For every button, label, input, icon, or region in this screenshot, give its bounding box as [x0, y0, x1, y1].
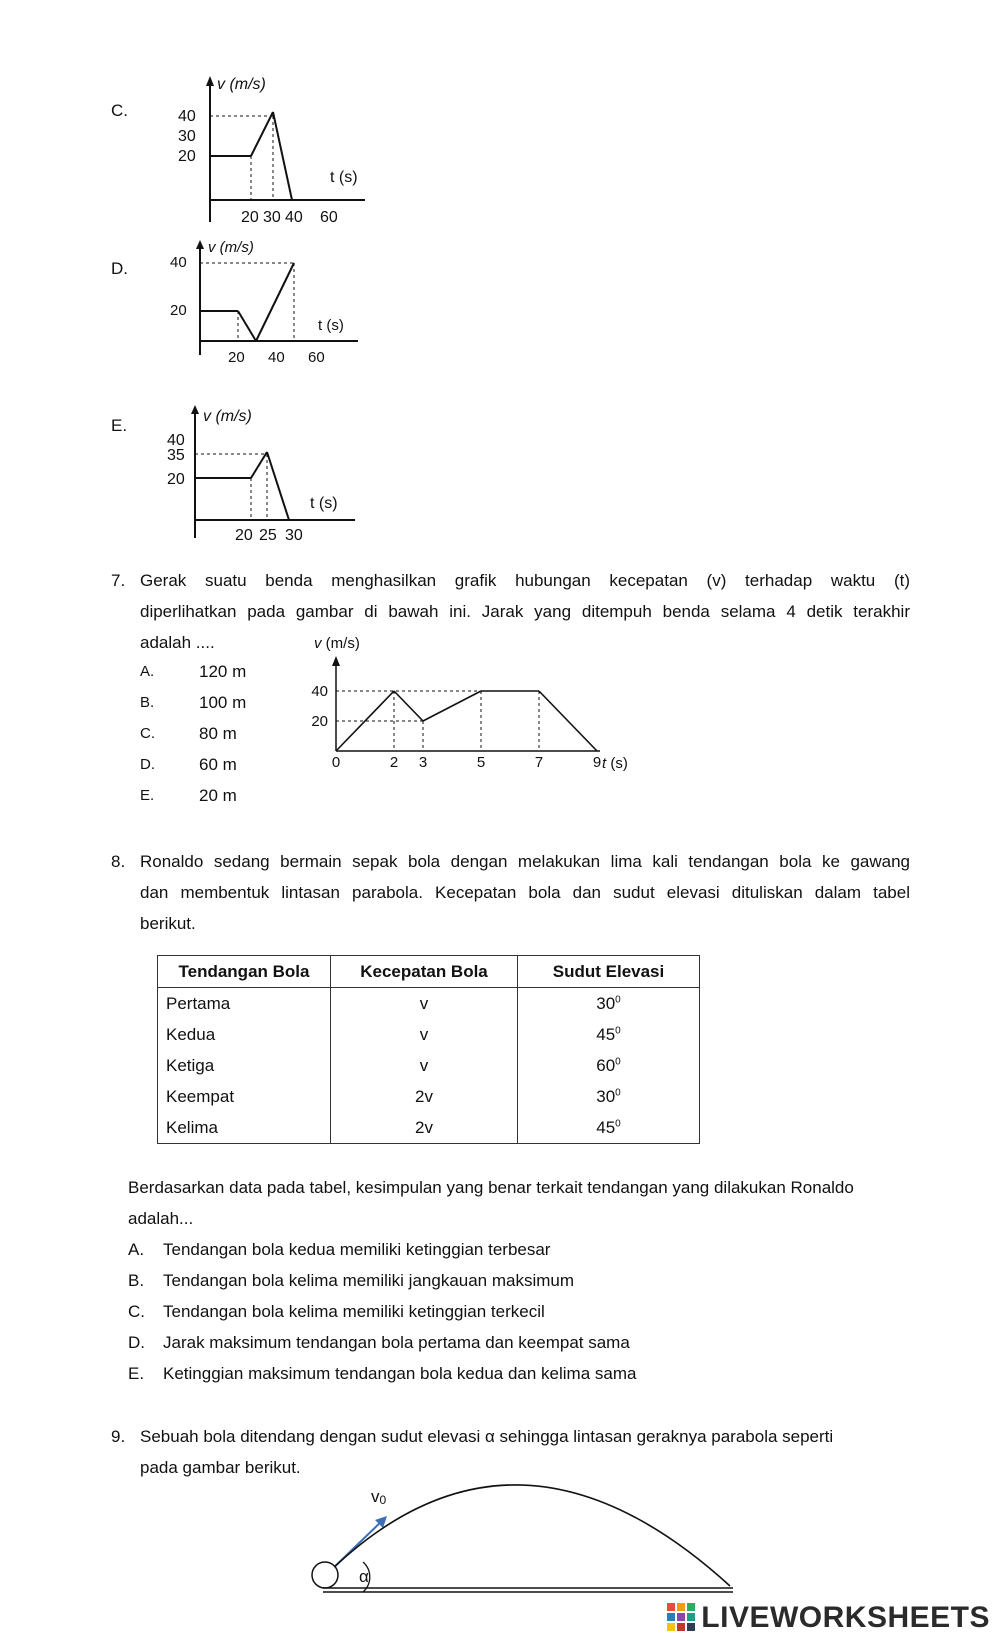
y-tick: 30 — [178, 128, 196, 145]
q8-option-letter: D. — [128, 1333, 145, 1352]
y-axis-label: v (m/s) — [217, 76, 266, 93]
q7-option-letter: E. — [140, 787, 155, 804]
angle-value: 30 — [596, 1086, 616, 1106]
table-cell-kick: Kedua — [158, 1019, 331, 1050]
ball — [312, 1562, 338, 1588]
q8-option-letter: E. — [128, 1364, 145, 1383]
x-tick: 60 — [308, 349, 325, 366]
y-tick: 35 — [167, 447, 185, 464]
y-axis-arrow — [191, 405, 199, 414]
x-tick: 60 — [320, 209, 338, 226]
q7-option-letter: B. — [140, 694, 155, 711]
table-cell-kick: Ketiga — [158, 1050, 331, 1081]
table-cell-kick: Kelima — [158, 1112, 331, 1144]
q8-text-line2: dan membentuk lintasan parabola. Kecepatan bola dan sudut elevasi dituliskan dalam tabel — [140, 883, 910, 902]
liveworksheets-logo-icon — [667, 1603, 695, 1633]
q7-x-axis-label-unit: (s) — [606, 755, 628, 772]
graph-line — [251, 452, 267, 478]
q8-text-line3: berikut. — [140, 914, 196, 933]
table-cell-angle — [518, 1019, 700, 1050]
x-tick: 20 — [228, 349, 245, 366]
angle-value: 30 — [596, 993, 616, 1013]
y-axis-label: v (m/s) — [208, 239, 254, 256]
t-axis-label: t (s) — [330, 169, 358, 186]
graph-option-c — [175, 72, 375, 232]
x-tick: 40 — [285, 209, 303, 226]
graph-line — [267, 452, 289, 520]
q8-option-letter: A. — [128, 1240, 145, 1259]
table-header: Tendangan Bola — [158, 956, 331, 988]
y-axis-arrow — [196, 240, 204, 249]
q7-option-a[interactable]: 120 m — [199, 662, 247, 681]
liveworksheets-logo-text: LIVEWORKSHEETS — [701, 1601, 990, 1634]
q8-option-c[interactable]: Tendangan bola kelima memiliki ketinggian terkecil — [163, 1302, 545, 1321]
table-cell-speed: 2v — [331, 1112, 518, 1144]
table-cell-speed: v — [331, 1019, 518, 1050]
q7-option-e[interactable]: 20 m — [199, 786, 237, 805]
q7-option-b[interactable]: 100 m — [199, 693, 247, 712]
option-letter-c: C. — [111, 101, 128, 120]
q9-number: 9. — [111, 1427, 126, 1446]
table-cell-speed: v — [331, 1050, 518, 1081]
q7-x-tick: 0 — [331, 754, 341, 771]
q8-option-b[interactable]: Tendangan bola kelima memiliki jangkauan maksimum — [163, 1271, 575, 1290]
q7-number: 7. — [111, 571, 126, 590]
option-letter-e: E. — [111, 416, 128, 435]
table-cell-angle — [518, 988, 700, 1020]
q7-x-tick: 3 — [418, 754, 428, 771]
angle-value: 45 — [596, 1117, 616, 1137]
v0-label: v0 — [371, 1487, 387, 1507]
q7-y-tick: 40 — [311, 683, 328, 700]
graph-line — [273, 112, 292, 200]
table-row — [158, 1050, 700, 1081]
table-row — [158, 1112, 700, 1144]
table-cell-kick: Pertama — [158, 988, 331, 1020]
q8-table — [157, 955, 700, 1144]
q7-option-letter: C. — [140, 725, 155, 742]
q7-option-d[interactable]: 60 m — [199, 755, 237, 774]
table-cell-angle — [518, 1112, 700, 1144]
y-tick: 40 — [167, 432, 185, 449]
q7-x-axis-label-t: t — [602, 755, 607, 772]
table-header: Kecepatan Bola — [331, 956, 518, 988]
table-cell-kick: Keempat — [158, 1081, 331, 1112]
y-axis-arrow — [206, 76, 214, 86]
q8-option-letter: B. — [128, 1271, 145, 1290]
q8-conclusion-line2: adalah... — [128, 1209, 194, 1228]
q7-x-axis-label — [602, 755, 628, 772]
q7-x-tick: 2 — [389, 754, 399, 771]
angle-degree: 0 — [615, 1117, 621, 1129]
q9-text-line1: Sebuah bola ditendang dengan sudut elevasi α sehingga lintasan geraknya parabola seperti — [140, 1427, 834, 1446]
q8-option-d[interactable]: Jarak maksimum tendangan bola pertama dan keempat sama — [163, 1333, 630, 1352]
q7-series-segment — [394, 691, 423, 721]
x-tick: 40 — [268, 349, 285, 366]
q7-text-line1: Gerak suatu benda menghasilkan grafik hubungan kecepatan (v) terhadap waktu (t) — [140, 571, 910, 590]
table-cell-angle — [518, 1081, 700, 1112]
angle-degree: 0 — [615, 1024, 621, 1036]
x-tick: 20 — [235, 527, 253, 544]
q7-series-segment — [539, 691, 597, 751]
x-tick: 30 — [263, 209, 281, 226]
q8-option-a[interactable]: Tendangan bola kedua memiliki ketinggian terbesar — [163, 1240, 551, 1259]
x-tick: 30 — [285, 527, 303, 544]
graph-line — [238, 311, 256, 341]
t-axis-label: t (s) — [318, 317, 344, 334]
angle-degree: 0 — [615, 1086, 621, 1098]
q7-x-tick: 9 — [592, 754, 602, 771]
angle-degree: 0 — [615, 993, 621, 1005]
q7-y-axis-label-unit: (m/s) — [321, 635, 360, 652]
graph-line — [251, 112, 273, 156]
x-tick: 25 — [259, 527, 277, 544]
q7-text-line2: diperlihatkan pada gambar di bawah ini. Jarak yang ditempuh benda selama 4 detik terakhir — [140, 602, 910, 621]
y-tick: 20 — [167, 471, 185, 488]
y-tick: 20 — [178, 148, 196, 165]
y-tick: 40 — [170, 254, 187, 271]
q7-y-axis-label — [314, 635, 360, 652]
angle-value: 45 — [596, 1024, 616, 1044]
q7-y-tick: 20 — [311, 713, 328, 730]
q9-projectile-diagram — [305, 1482, 735, 1597]
q7-option-letter: D. — [140, 756, 155, 773]
alpha-label: α — [359, 1567, 369, 1586]
table-cell-speed: 2v — [331, 1081, 518, 1112]
table-row — [158, 1081, 700, 1112]
y-tick: 20 — [170, 302, 187, 319]
q7-option-c[interactable]: 80 m — [199, 724, 237, 743]
q7-series-segment — [423, 691, 481, 721]
graph-option-e — [165, 402, 365, 547]
q8-option-letter: C. — [128, 1302, 145, 1321]
table-row — [158, 988, 700, 1020]
q9-text-line2: pada gambar berikut. — [140, 1458, 301, 1477]
y-axis-label: v (m/s) — [203, 408, 252, 425]
q7-x-tick: 5 — [476, 754, 486, 771]
q8-option-e[interactable]: Ketinggian maksimum tendangan bola kedua dan kelima sama — [163, 1364, 637, 1383]
angle-degree: 0 — [615, 1055, 621, 1067]
table-header: Sudut Elevasi — [518, 956, 700, 988]
angle-value: 60 — [596, 1055, 616, 1075]
q7-y-axis-label-v: v — [314, 635, 322, 652]
q8-text-line1: Ronaldo sedang bermain sepak bola dengan melakukan lima kali tendangan bola ke gawang — [140, 852, 910, 871]
q8-conclusion-line1: Berdasarkan data pada tabel, kesimpulan yang benar terkait tendangan yang dilakukan Ronaldo — [128, 1178, 854, 1197]
q7-velocity-chart — [300, 630, 660, 780]
q7-text-line3: adalah .... — [140, 633, 215, 652]
option-letter-d: D. — [111, 259, 128, 278]
graph-line — [256, 263, 294, 341]
q7-option-letter: A. — [140, 663, 155, 680]
table-cell-speed: v — [331, 988, 518, 1020]
parabola-trajectory — [327, 1485, 730, 1586]
q7-y-axis-arrow — [332, 656, 340, 666]
x-tick: 20 — [241, 209, 259, 226]
y-tick: 40 — [178, 108, 196, 125]
t-axis-label: t (s) — [310, 495, 338, 512]
graph-option-d — [168, 237, 368, 367]
q8-number: 8. — [111, 852, 126, 871]
q7-x-tick: 7 — [534, 754, 544, 771]
liveworksheets-logo — [667, 1601, 990, 1635]
table-row — [158, 1019, 700, 1050]
table-cell-angle — [518, 1050, 700, 1081]
